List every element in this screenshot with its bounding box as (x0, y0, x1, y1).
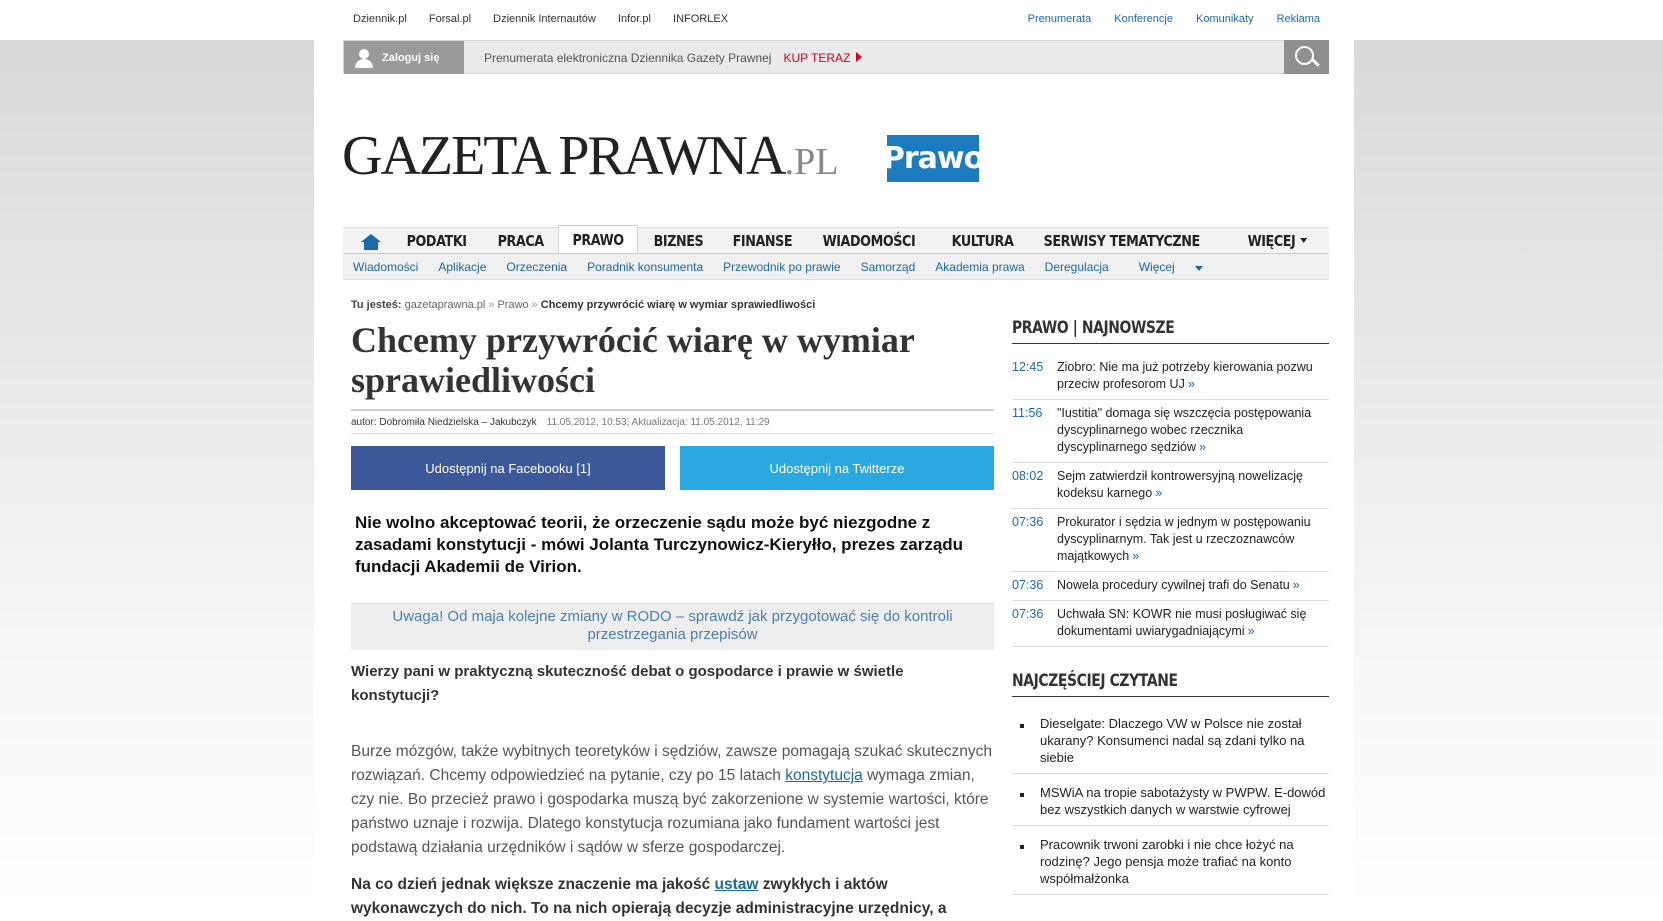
article-author: autor: Dobromiła Niedzielska – Jakubczyk (351, 417, 537, 428)
subnav-poradnik[interactable]: Poradnik konsumenta (587, 259, 704, 274)
background-left (0, 40, 314, 907)
konstytucja-link[interactable]: konstytucja (785, 767, 863, 784)
breadcrumb-prawo[interactable]: Prawo (497, 299, 529, 311)
subnav-orzeczenia[interactable]: Orzeczenia (506, 259, 568, 274)
list-item[interactable]: Pracownik trwoni zarobki i nie chce łożyć na rodzinę? Jego pensja może trafiać na konto współmałżonka (1012, 826, 1329, 895)
login-label: Zaloguj się (382, 51, 440, 64)
top-link-konferencje[interactable]: Konferencje (1114, 13, 1173, 25)
top-link-dziennik[interactable]: Dziennik.pl (353, 13, 407, 25)
top-link-forsal[interactable]: Forsal.pl (428, 13, 472, 25)
share-buttons (351, 446, 994, 490)
list-item[interactable]: 12:45 Ziobro: Nie ma już potrzeby kierowania pozwu przeciw profesorom UJ » (1012, 354, 1329, 400)
nav-wiecej[interactable]: WIĘCEJ (1234, 228, 1321, 253)
user-icon (354, 48, 374, 68)
article-date: 11.05.2012, 10:53; Aktualizacja: 11.05.2012, 11:29 (546, 417, 770, 428)
ustaw-link[interactable]: ustaw (714, 876, 759, 893)
article-question: Wierzy pani w praktyczną skuteczność debat o gospodarce i prawie w świetle konstytucji? (351, 663, 904, 704)
top-links-left (353, 13, 747, 25)
sub-nav (343, 254, 1329, 280)
article-paragraph-bold: Na co dzień jednak większe znaczenie ma jakość ustaw zwykłych i aktów wykonawczych do nich. To na nich opierają decyzje administracyjne urzędnicy, a (351, 876, 947, 917)
article-meta (351, 409, 994, 434)
breadcrumb-current: Chcemy przywrócić wiarę w wymiar sprawiedliwości (540, 299, 816, 311)
subnav-akademia[interactable]: Akademia prawa (935, 259, 1025, 274)
home-icon[interactable] (343, 228, 393, 253)
rodo-promo-link[interactable]: Uwaga! Od maja kolejne zmiany w RODO – sprawdź jak przygotować się do kontroli przestrzegania przepisów (351, 603, 994, 650)
subnav-przewodnik[interactable]: Przewodnik po prawie (723, 259, 841, 274)
nav-biznes[interactable]: BIZNES (653, 231, 704, 250)
list-item[interactable]: 07:36 Nowela procedury cywilnej trafi do Senatu » (1012, 572, 1329, 601)
chevron-down-icon (1301, 238, 1308, 243)
promo-text[interactable]: Prenumerata elektroniczna Dziennika Gazety Prawnej (484, 51, 772, 65)
top-link-komunikaty[interactable]: Komunikaty (1196, 13, 1254, 25)
list-item[interactable]: 08:02 Sejm zatwierdził kontrowersyjną nowelizację kodeksu karnego » (1012, 463, 1329, 509)
list-item[interactable]: 11:56 "Iustitia" domaga się wszczęcia postępowania dyscyplinarnego wobec rzecznika dyscyplinarnego sędziów » (1012, 400, 1329, 463)
main-nav (343, 227, 1329, 254)
sidebar (1012, 318, 1329, 895)
breadcrumb-label: Tu jesteś: (351, 299, 402, 311)
arrow-right-icon (856, 52, 862, 62)
article-title: Chcemy przywrócić wiarę w wymiar sprawiedliwości (351, 320, 915, 400)
article-lead: Nie wolno akceptować teorii, że orzeczenie sądu może być niezgodne z zasadami konstytucji - mówi Jolanta Turczynowicz-Kieryłło, prezes zarządu fundacji Akademii de Virion. (355, 513, 964, 576)
subnav-deregulacja[interactable]: Deregulacja (1044, 259, 1109, 274)
nav-podatki[interactable]: PODATKI (406, 231, 467, 250)
subnav-aplikacje[interactable]: Aplikacje (438, 259, 487, 274)
breadcrumb: Tu jesteś: gazetaprawna.pl » Prawo » Chcemy przywrócić wiarę w wymiar sprawiedliwości (351, 299, 816, 311)
list-item[interactable]: Dieselgate: Dlaczego VW w Polsce nie został ukarany? Konsumenci nadal są zdani tylko na siebie (1012, 705, 1329, 774)
nav-prawo[interactable]: PRAWO (558, 225, 638, 253)
subscription-promo (484, 51, 862, 65)
nav-serwisy[interactable]: SERWISY TEMATYCZNE (1044, 231, 1201, 250)
site-logo[interactable]: GAZETA PRAWNA.PL (342, 125, 839, 187)
nav-kultura[interactable]: KULTURA (951, 231, 1014, 250)
nav-wiadomosci[interactable]: WIADOMOŚCI (822, 231, 915, 250)
latest-news-title[interactable]: PRAWO | NAJNOWSZE (1012, 318, 1175, 338)
top-link-reklama[interactable]: Reklama (1276, 13, 1320, 25)
top-link-inforlex[interactable]: INFORLEX (673, 13, 729, 25)
nav-finanse[interactable]: FINANSE (732, 231, 792, 250)
article-paragraph: Burze mózgów, także wybitnych teoretyków i sędziów, zawsze pomagają szukać skutecznych rozwiązań. Chcemy odpowiedzieć na pytanie, czy po 15 latach konstytucja wymaga zmian, czy nie. Bo przecież prawo i gospodarka muszą być zakorzenione w systemie wartości, które państwo uznaje i rozwija. Dlatego konstytucja rozumiana jako fundament wartości jest podstawą działania urzędników i sądów w sferze gospodarczej. (351, 743, 992, 856)
nav-praca[interactable]: PRACA (497, 231, 544, 250)
search-button[interactable] (1284, 40, 1329, 74)
section-badge[interactable]: Prawo (887, 135, 979, 182)
subnav-wiadomosci[interactable]: Wiadomości (353, 259, 419, 274)
top-link-infor[interactable]: Infor.pl (617, 13, 651, 25)
subnav-wiecej[interactable]: Więcej (1129, 260, 1213, 274)
list-item[interactable]: MSWiA na tropie sabotażysty w PWPW. E-dowód bez wszystkich danych w warstwie cyfrowej (1012, 774, 1329, 826)
search-icon (1295, 46, 1314, 65)
breadcrumb-home[interactable]: gazetaprawna.pl (404, 299, 486, 311)
top-link-dziennik-internautow[interactable]: Dziennik Internautów (493, 13, 596, 25)
login-button[interactable] (344, 41, 464, 74)
chevron-down-icon (1195, 266, 1203, 271)
article (351, 320, 994, 921)
top-links-right (1008, 13, 1320, 25)
background-right (1354, 40, 1663, 907)
login-bar (343, 40, 1329, 74)
list-item[interactable]: 07:36 Prokurator i sędzia w jednym w postępowaniu dyscyplinarnym. Tak jest u rzeczoznawców majątkowych » (1012, 509, 1329, 572)
top-link-prenumerata[interactable]: Prenumerata (1027, 13, 1092, 25)
latest-news-list (1012, 354, 1329, 647)
buy-now-link[interactable]: KUP TERAZ (783, 51, 851, 65)
share-twitter-button[interactable]: Udostępnij na Twitterze (680, 446, 994, 490)
most-read-list (1012, 705, 1329, 895)
most-read-title: NAJCZĘŚCIEJ CZYTANE (1012, 671, 1178, 691)
share-facebook-button[interactable]: Udostępnij na Facebooku [1] (351, 446, 665, 490)
list-item[interactable]: 07:36 Uchwała SN: KOWR nie musi posługiwać się dokumentami uwiarygadniającymi » (1012, 601, 1329, 647)
subnav-samorzad[interactable]: Samorząd (860, 259, 916, 274)
